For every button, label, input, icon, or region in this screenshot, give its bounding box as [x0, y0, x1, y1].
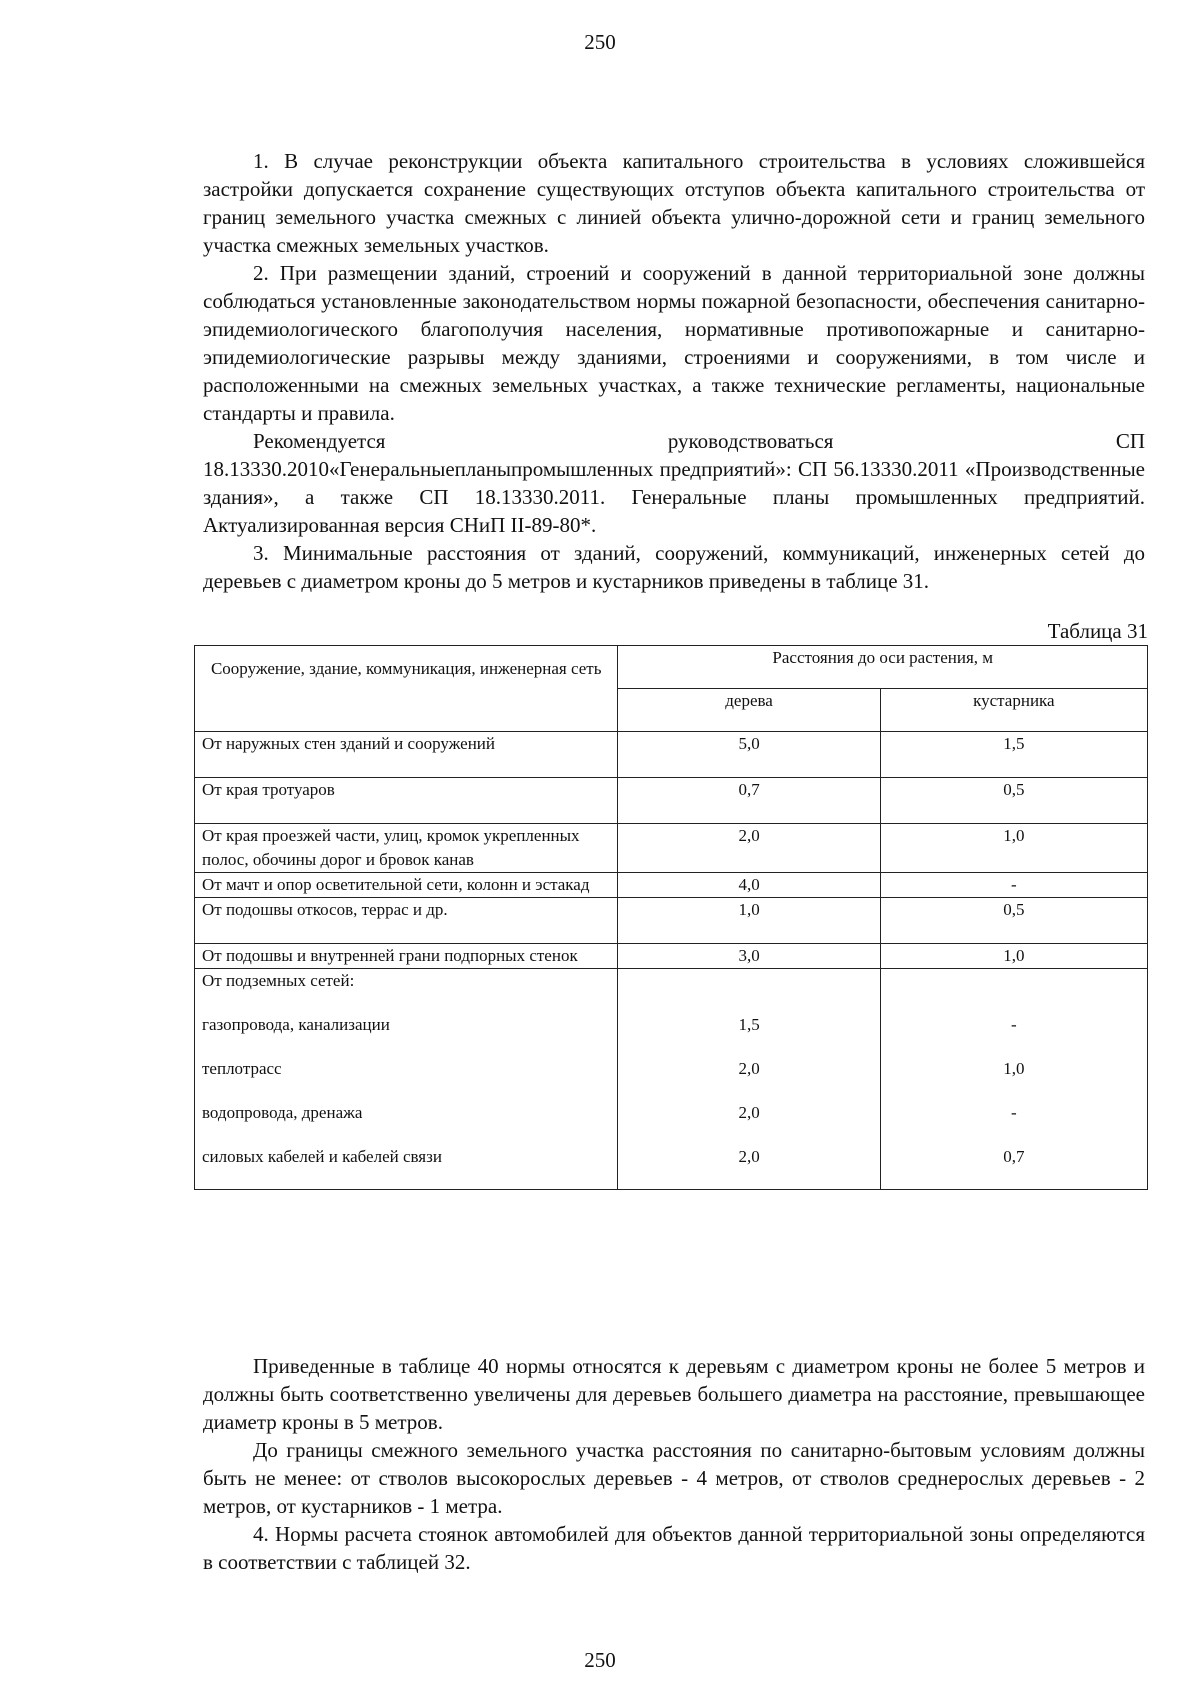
table-row-underground — [195, 969, 1148, 1190]
header-tree: дерева — [618, 689, 880, 732]
table-row — [195, 898, 1148, 944]
table-header-row — [195, 646, 1148, 689]
paragraph-distances: 3. Минимальные расстояния от зданий, сооружений, коммуникаций, инженерных сетей до деревьев с диаметром кроны до 5 метров и кустарников приведены в таблице 31. — [203, 541, 1145, 593]
shrub-value: 1,0 — [1003, 1059, 1025, 1078]
paragraph-recommend: Рекомендуется руководствоваться СП — [253, 429, 1145, 453]
tree-value: 2,0 — [738, 1147, 760, 1166]
tree-value: 1,0 — [618, 898, 880, 944]
table-row — [195, 873, 1148, 898]
tree-value: 1,5 — [738, 1015, 760, 1034]
underground-tree-values — [618, 969, 880, 1190]
table-row — [195, 778, 1148, 824]
top-text-block — [203, 147, 1145, 595]
table-caption: Таблица 31 — [1047, 619, 1148, 643]
header-distance-group: Расстояния до оси растения, м — [618, 646, 1148, 689]
shrub-value: - — [1011, 1103, 1017, 1122]
table-row — [195, 944, 1148, 969]
row-label: От подошвы и внутренней грани подпорных стенок — [195, 944, 618, 969]
underground-item-label: газопровода, канализации — [202, 1015, 390, 1034]
shrub-value: 1,5 — [880, 732, 1147, 778]
row-label: От мачт и опор осветительной сети, колонн и эстакад — [195, 873, 618, 898]
page-number-top: 250 — [584, 30, 616, 54]
shrub-value: - — [1011, 1015, 1017, 1034]
row-label: От края тротуаров — [195, 778, 618, 824]
paragraph-standards: 18.13330.2010«Генеральныепланыпромышленных предприятий»: СП 56.13330.2011 «Производственные здания», а также СП 18.13330.2011. Генеральные планы промышленных предприятий. Актуализированная версия СНиП II-89-80*. — [203, 457, 1145, 537]
paragraph-norms-note: Приведенные в таблице 40 нормы относятся к деревьям с диаметром кроны не более 5 метров и должны быть соответственно увеличены для деревьев большего диаметра на расстояние, превышающее диаметр кроны в 5 метров. — [203, 1354, 1145, 1434]
shrub-value: 0,5 — [880, 778, 1147, 824]
tree-value: 0,7 — [618, 778, 880, 824]
paragraph-reconstruction: 1. В случае реконструкции объекта капитального строительства в условиях сложившейся застройки допускается сохранение существующих отступов объекта капитального строительства от границ земельного участка смежных с линией объекта улично-дорожной сети и границ земельного участка смежных земельных участков. — [203, 149, 1145, 257]
page-number-bottom: 250 — [584, 1648, 616, 1672]
paragraph-boundary: До границы смежного земельного участка расстояния по санитарно-бытовым условиям должны быть не менее: от стволов высокорослых деревьев - 4 метров, от стволов среднерослых деревьев - 2 метров, от кустарников - 1 метра. — [203, 1438, 1145, 1518]
row-label: От наружных стен зданий и сооружений — [195, 732, 618, 778]
tree-value: 5,0 — [618, 732, 880, 778]
header-shrub: кустарника — [880, 689, 1147, 732]
shrub-value: 0,5 — [880, 898, 1147, 944]
bottom-text-block — [203, 1352, 1145, 1576]
tree-value: 3,0 — [618, 944, 880, 969]
row-label: От края проезжей части, улиц, кромок укрепленных полос, обочины дорог и бровок канав — [195, 824, 618, 873]
paragraph-parking: 4. Нормы расчета стоянок автомобилей для объектов данной территориальной зоны определяются в соответствии с таблицей 32. — [203, 1522, 1145, 1574]
underground-shrub-values — [880, 969, 1147, 1190]
tree-value: 2,0 — [738, 1059, 760, 1078]
underground-item-label: теплотрасс — [202, 1059, 282, 1078]
shrub-value: - — [880, 873, 1147, 898]
row-label: От подошвы откосов, террас и др. — [195, 898, 618, 944]
table-row — [195, 824, 1148, 873]
underground-item-label: силовых кабелей и кабелей связи — [202, 1147, 442, 1166]
underground-labels — [195, 969, 618, 1190]
tree-value: 2,0 — [738, 1103, 760, 1122]
distances-table — [194, 645, 1148, 1190]
table-row — [195, 732, 1148, 778]
shrub-value: 0,7 — [1003, 1147, 1025, 1166]
tree-value: 4,0 — [618, 873, 880, 898]
shrub-value: 1,0 — [880, 944, 1147, 969]
shrub-value: 1,0 — [880, 824, 1147, 873]
header-structure: Сооружение, здание, коммуникация, инженерная сеть — [195, 646, 618, 732]
tree-value: 2,0 — [618, 824, 880, 873]
paragraph-placement: 2. При размещении зданий, строений и сооружений в данной территориальной зоне должны соблюдаться установленные законодательством нормы пожарной безопасности, обеспечения санитарно-эпидемиологического благополучия населения, нормативные противопожарные и санитарно-эпидемиологические разрывы между зданиями, строениями и сооружениями, в том числе и расположенными на смежных земельных участках, а также технические регламенты, национальные стандарты и правила. — [203, 261, 1145, 425]
underground-item-label: водопровода, дренажа — [202, 1103, 363, 1122]
underground-heading: От подземных сетей: — [202, 971, 355, 990]
